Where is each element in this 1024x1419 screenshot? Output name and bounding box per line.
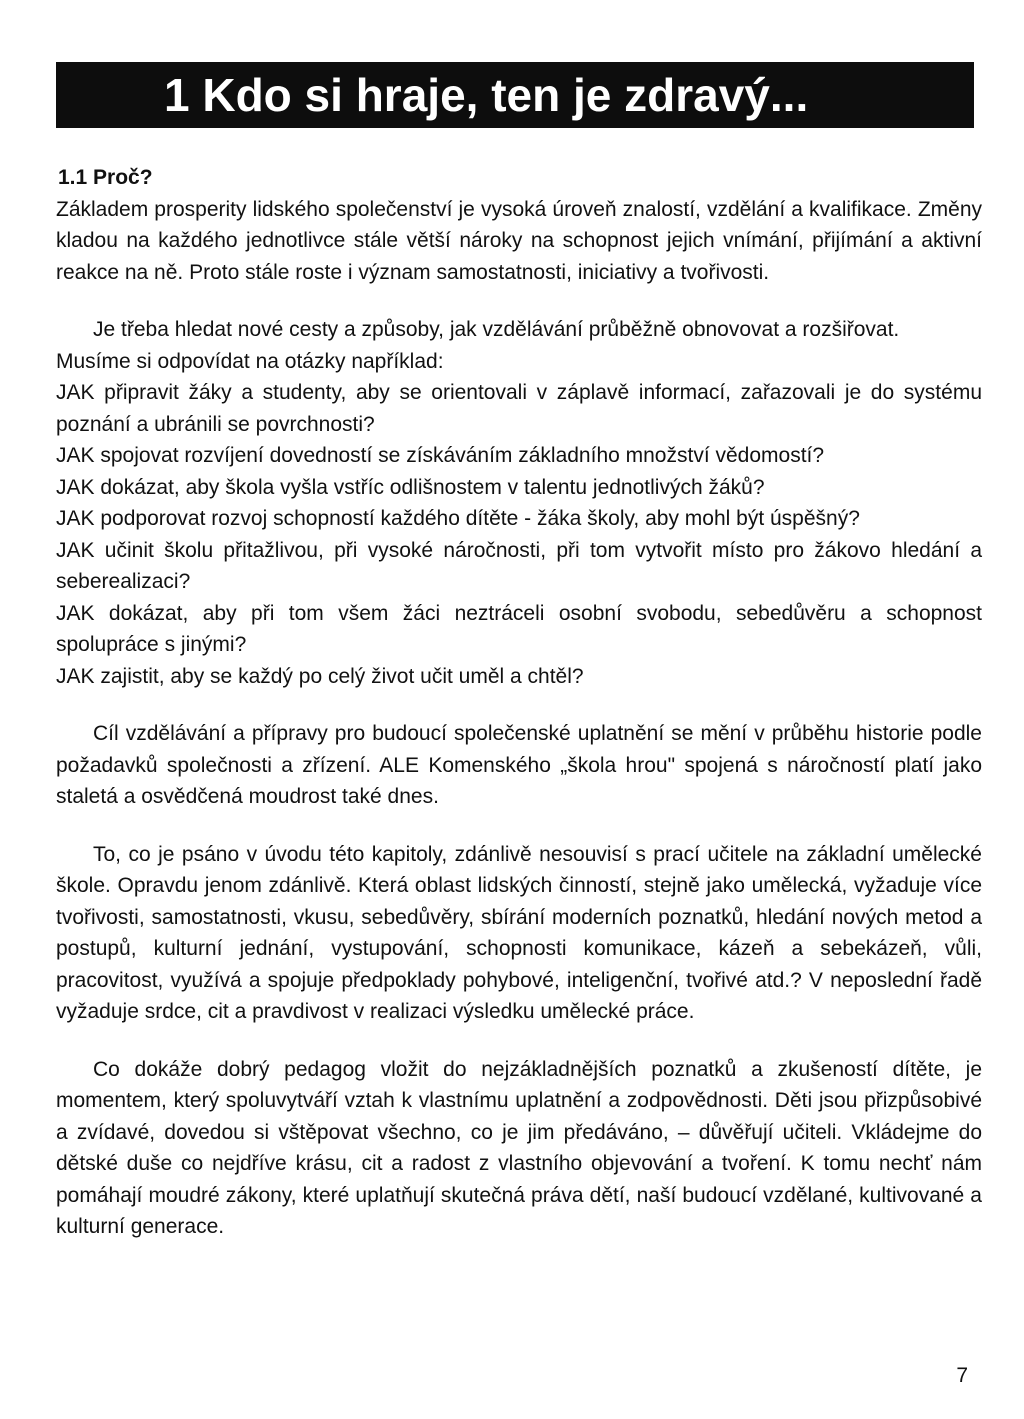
question-item: JAK spojovat rozvíjení dovedností se získáváním základního množství vědomostí? bbox=[56, 444, 825, 467]
question-item: JAK dokázat, aby při tom všem žáci neztráceli osobní svobodu, sebedůvěru a schopnost spolupráce s jinými? bbox=[56, 601, 982, 656]
questions-list bbox=[56, 377, 982, 692]
chapter-title-bar bbox=[56, 62, 974, 128]
question-item: JAK podporovat rozvoj schopností každého dítěte - žáka školy, aby mohl být úspěšný? bbox=[56, 507, 860, 530]
art-school-paragraph: To, co je psáno v úvodu této kapitoly, zdánlivě nesouvisí s prací učitele na základní umělecké škole. Opravdu jenom zdánlivě. Která oblast lidských činností, stejně jako umělecká, vyžaduje více tvořivosti, samostatnosti, vkusu, sebedůvěry, sbírání moderních poznatků, hledání nových metod a postupů, kulturní jednání, vystupování, schopnosti komunikace, kázeň a sebekázeň, vůli, pracovitost, využívá a spojuje předpoklady pohybové, inteligenční, tvořivé atd.? V neposlední řadě vyžaduje srdce, cit a pravdivost v realizaci výsledku umělecké práce. bbox=[56, 842, 982, 1023]
question-item: JAK připravit žáky a studenty, aby se orientovali v záplavě informací, zařazovali je do systému poznání a ubránili se povrchnosti? bbox=[56, 381, 982, 436]
teacher-paragraph: Co dokáže dobrý pedagog vložit do nejzákladnějších poznatků a zkušeností dítěte, je momentem, který spoluvytváří vztah k vlastnímu uplatnění a zodpovědnosti. Děti jsou přizpůsobivé a zvídavé, dovedou si vštěpovat všechno, co je jim předáváno, – důvěřují učiteli. Vkládejme do dětské duše co nejdříve krásu, cit a radost z vlastního objevování a tvoření. K tomu nechť nám pomáhají moudré zákony, které uplatňují skutečná práva dětí, naší budoucí vzdělané, kultivované a kulturní generace. bbox=[56, 1057, 982, 1238]
search-lead-paragraph: Je třeba hledat nové cesty a způsoby, jak vzdělávání průběžně obnovovat a rozšiřovat. bbox=[93, 318, 900, 341]
question-item: JAK učinit školu přitažlivou, při vysoké náročnosti, při tom vytvořit místo pro žákovo hledání a seberealizaci? bbox=[56, 538, 982, 593]
chapter-title: 1 Kdo si hraje, ten je zdravý... bbox=[164, 69, 809, 121]
goal-paragraph: Cíl vzdělávání a přípravy pro budoucí společenské uplatnění se mění v průběhu historie podle požadavků společnosti a zřízení. ALE Komenského „škola hrou" spojená s náročností platí jako staletá a osvědčená moudrost také dnes. bbox=[56, 722, 982, 808]
question-item: JAK dokázat, aby škola vyšla vstříc odlišnostem v talentu jednotlivých žáků? bbox=[56, 475, 765, 499]
question-item: JAK zajistit, aby se každý po celý život učit uměl a chtěl? bbox=[56, 664, 584, 688]
page-content bbox=[56, 162, 982, 1243]
page-number: 7 bbox=[956, 1364, 968, 1387]
intro-paragraph: Základem prosperity lidského společenství je vysoká úroveň znalostí, vzdělání a kvalifikace. Změny kladou na každého jednotlivce stále větší nároky na schopnost jejich vnímání, přijímání a aktivní reakce na ně. Proto stále roste i význam samostatnosti, iniciativy a tvořivosti. bbox=[56, 197, 982, 284]
questions-intro: Musíme si odpovídat na otázky například: bbox=[56, 349, 444, 373]
section-heading: 1.1 Proč? bbox=[58, 166, 153, 189]
